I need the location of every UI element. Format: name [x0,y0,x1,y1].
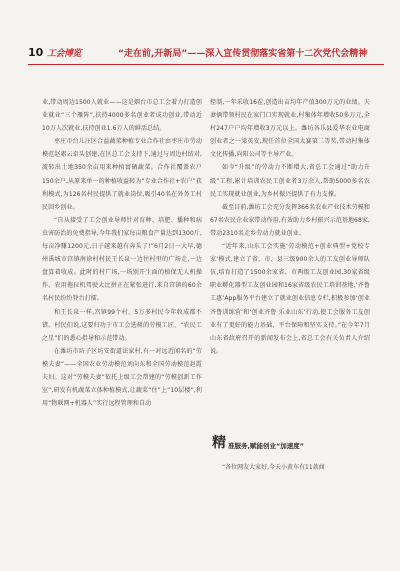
header-rule [28,64,384,65]
paragraph: “各位网友大家好,今天小黄车有11款商 [222,464,325,471]
paragraph: “自从接受了工会创业导师针对育种、培肥、播种和病虫害防治的免费指导,今年我们家每亩粮食产量达到1300斤,每亩净赚1200元,日子越来越有奔头了!”6月2日一大早,德州禹城市宫镇南徐村村民王长泉一边往村里的广场走,一边盘算着收成。此时的村广场,一场别开生面的植保无人机操作、农用拖拉机驾驶大比拼正在紧张进行,来自宫镇的60余名村民纷纷登台打擂。 [42,216,202,303]
subheading-text: 准服务,赋能创业“加速度” [228,442,305,450]
page-header [0,44,400,70]
paragraph: 截至目前,潍坊工会充分发挥366名农业产业技术劳模和67名农民企业家带动作用,有效助力乡村振兴示范基地68家,带动2310名走乡劳动力就业创业。 [210,203,370,237]
right-column [210,96,370,358]
paragraph: 枣庄市台儿庄区合益蔬菜种植专业合作社由枣庄市劳动模范赵素云牵头创建,在区总工会支持下,通过与周边村结对,流转出土地350余亩用来种植富硒蔬菜。合作社覆盖农户150余户,从原来单一的种植收益转为“专业合作社+农户”获利模式,为126名村民提供了就业岗位,吸引40名在外务工村民回乡创业。 [42,138,202,211]
paragraph: 和王长泉一样,宫镇99个村、5万多村民今年收成都不错。村民们说,这要归功于市工会选树的劳模工匠、“农民工之星”们的悉心指导和示范带动。 [42,308,202,342]
paragraph: “近年来,山东工会实施‘劳动模范+创业典型+党校专家’模式,建立了省、市、县三级900余人的工友创业导师队伍,培育打造了1500余家省、市两级工友创业园,30家省级职业孵化器型工友创业园和16家省级农民工培训基地,‘齐鲁工惠’App服务平台建立了就业创业信息专栏,积极参加‘创业齐鲁训练营’和‘创业齐鲁 乐业山东’行动,使工会服务工友创业有了更好的能力基础、平台保障和坚实支持。”在今年7月山东省政府召开的新闻发布会上,省总工会有关负责人介绍说。 [210,243,370,355]
page-number: 10 [28,46,44,59]
left-column [42,96,202,410]
subheading-drop-char: 精 [212,435,226,451]
paragraph: 业,带动周边1500人就业——这是烟台市总工会着力打造创业就业“三个雁阵”,扶持4000多名创业者成功创业,带动近10万人次就业,扶持创业1.6万人的鲜活总结。 [42,99,202,133]
magazine-logo: 工会博览 [47,49,82,59]
running-title: “走在前,开新局”——深入宣传贯彻落实省第十二次党代会精神 [118,49,368,59]
paragraph: 在潍坊市坊子区坊安街道法家村,有一对远近闻名的“劳模夫妻”——全国农业劳动模范刘向东和全国劳动模范赵霞夫妇。这对“劳模夫妻”依托上级工会帮建的“劳模创新工作室”,研发有机蔬菜立体种植模式,让蔬菜“住”上“10层楼”,利用“物联网+机器人”实行远程管理和自动 [42,347,202,408]
paragraph: 如今“升级”的劳动力不断增大,省总工会通过“助力升级”工程,累计培训农民工创业者3万余人,帮助5000多名农民工实现就业创业,为乡村振兴提供了有力支撑。 [210,164,370,198]
paragraph: 控制,一年采收16茬,创造出亩均年产值300万元的业绩。夫妻俩带领村民在家门口实现就业,村集体年增收50多万元,全村247户户均年增收3万元以上。潍坊各乐县爱华农业电商创业者之一梁英安,现任首位全国大赛第二等奖,带动村集体文化传播,向阳公司等主导产业。 [210,99,370,159]
